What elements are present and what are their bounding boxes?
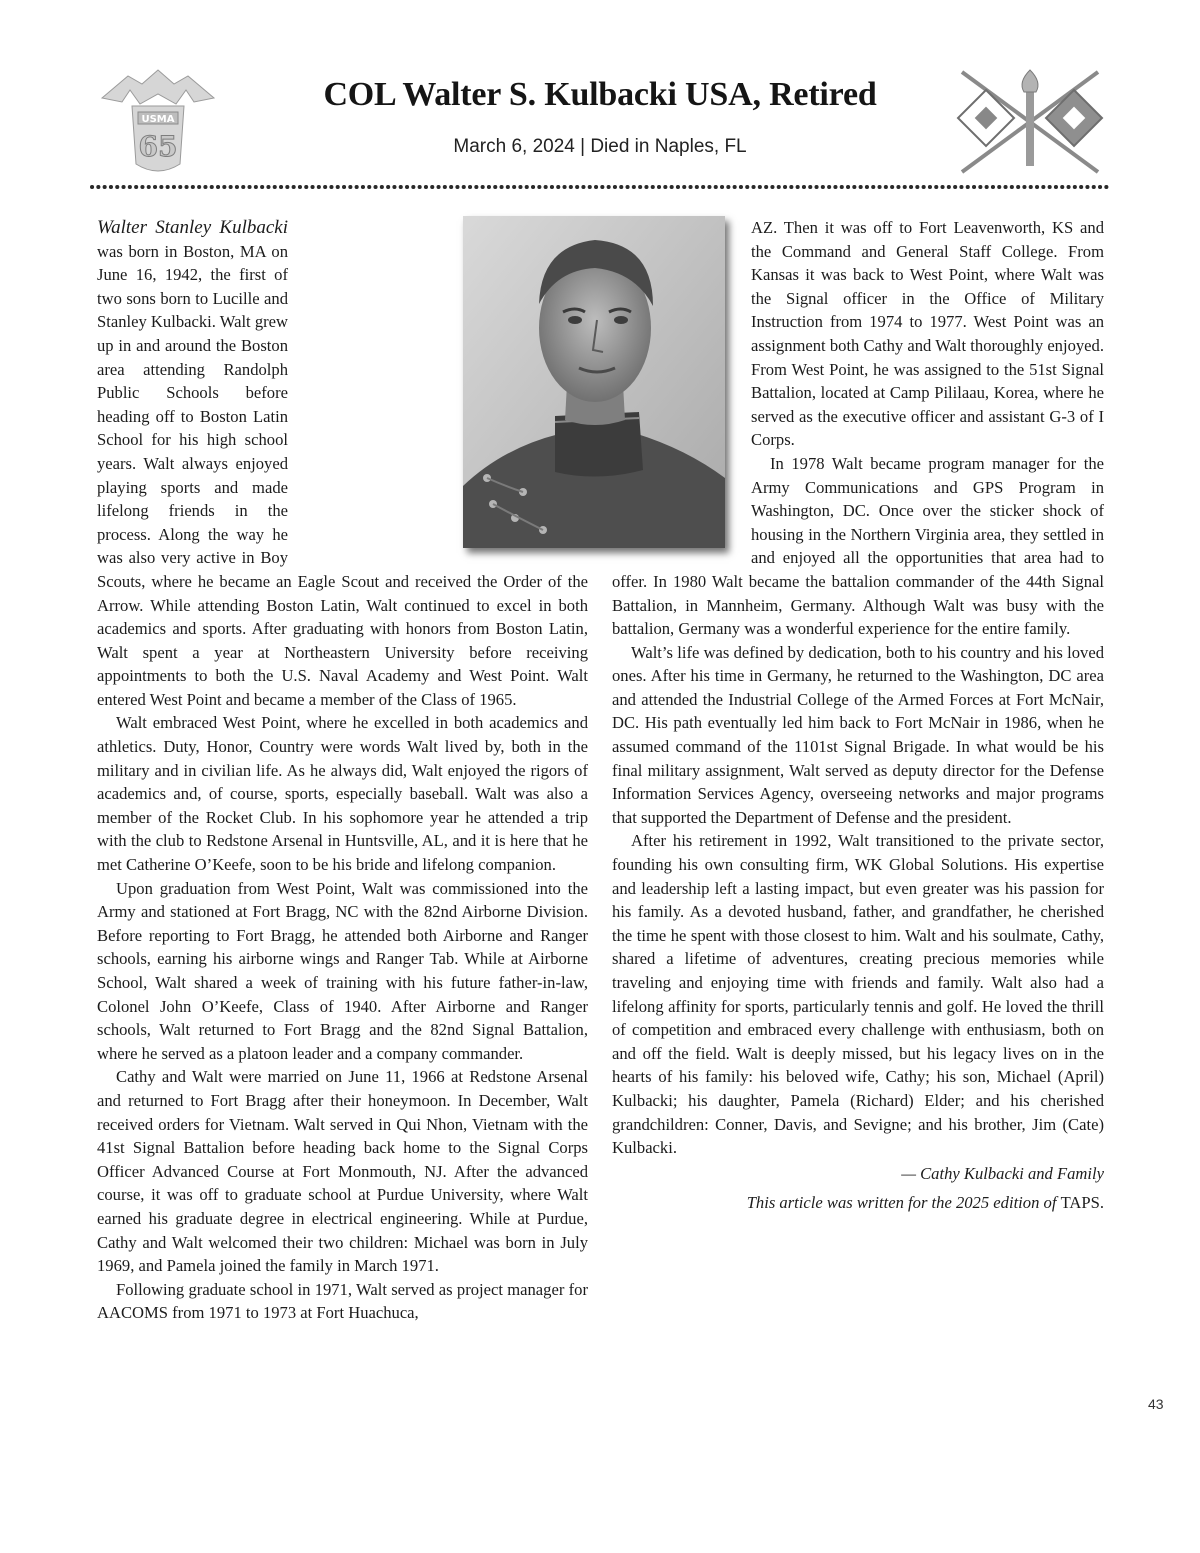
article-left-column: [97, 216, 588, 1325]
article-paragraph: AZ. Then it was off to Fort Leavenworth, KS and the Command and General Staff College. From Kansas it was back to West Point, where Walt was the Signal officer in the Office of Military Instruction from 1974 to 1977. West Point was an assignment both Cathy and Walt thoroughly enjoyed. From West Point, he was assigned to the 51st Signal Battalion, located at Camp Pililaau, Korea, where he served as the executive officer and assistant G-3 of I Corps.: [751, 218, 1104, 450]
publication-name: TAPS.: [1060, 1193, 1104, 1213]
crest-year-text: 65: [138, 130, 178, 163]
obituary-title: COL Walter S. Kulbacki USA, Retired: [323, 76, 877, 113]
author-signature: — Cathy Kulbacki and Family: [901, 1163, 1104, 1183]
dotted-divider: [90, 183, 1112, 191]
article-paragraph: After his retirement in 1992, Walt transitioned to the private sector, founding his own consulting firm, WK Global Solutions. His expertise and leadership left a lasting impact, but even greater was his passion for his family. As a devoted husband, father, and grandfather, he cherished the time he spent with those closest to him. Walt and his soulmate, Cathy, shared a lifetime of adventures, creating precious memories while traveling and enjoying time with friends and family. Walt also had a lifelong affinity for sports, particularly tennis and golf. He loved the thrill of competition and embraced every challenge with enthusiasm, both on and off the field. Walt is deeply missed, but his legacy lives on in the hearts of his family: his beloved wife, Cathy; his son, Michael (April) Kulbacki; his daughter, Pamela (Richard) Elder; and his cherished grandchildren: Conner, Davis, and Sevigne; and his brother, Jim (Cate) Kulbacki.: [612, 831, 1104, 1158]
photo-float-spacer: [612, 216, 751, 554]
article-right-column: [612, 216, 1104, 1215]
publication-note-text: This article was written for the 2025 edition of: [746, 1193, 1061, 1213]
article-paragraph: Walt embraced West Point, where he excelled in both academics and athletics. Duty, Honor, Country were words Walt lived by, both in the military and in civilian life. As he always did, Walt enjoyed the rigors of academics and, of course, sports, especially baseball. Walt was also a member of the Rocket Club. In his sophomore year he attended a trip with the club to Redstone Arsenal in Huntsville, AL, and it is here that he met Catherine O’Keefe, soon to be his bride and lifelong companion.: [97, 713, 588, 875]
lead-name: Walter Stanley Kulbacki: [97, 217, 288, 238]
page-number: 43: [1148, 1396, 1164, 1412]
article-paragraph: In 1978 Walt became program manager for the Army Communications and GPS Program in Washington, DC. Once over the sticker shock of housing in the Northern Virginia area, they settled in and enjoyed all the opportunities that area had to offer. In 1980 Walt became the battalion commander of the 44th Signal Battalion, in Mannheim, Germany. Although Walt was busy with the battalion, Germany was a wonderful experience for the entire family.: [612, 453, 1104, 639]
crest-usma-text: USMA: [141, 114, 175, 125]
article-paragraph: Following graduate school in 1971, Walt served as project manager for AACOMS from 1971 to 1973 at Fort Huachuca,: [97, 1279, 588, 1323]
publication-note: [612, 1191, 1104, 1215]
death-date-location: March 6, 2024 | Died in Naples, FL: [453, 136, 747, 157]
photo-float-spacer: [302, 216, 588, 554]
paragraph-text: was born in Boston, MA on June 16, 1942, the first of two sons born to Lucille and Stanley Kulbacki. Walt grew up in and around the Boston area attending Randolph Public Schools before heading off to Boston Latin School for his high school years. Walt always enjoyed playing sports and made lifelong friends in the process. Along the way he was also very active in Boy Scouts, where he became an Eagle Scout and received the Order of the Arrow. While attending Boston Latin, Walt continued to excel in both academics and sports. After graduating with honors from Boston Latin, Walt spent a year at Northeastern University before receiving appointments to both the U.S. Naval Academy and West Point. Walt entered West Point and became a member of the Class of 1965.: [97, 241, 588, 709]
article-paragraph: Upon graduation from West Point, Walt was commissioned into the Army and stationed at Fort Bragg, NC with the 82nd Airborne Division. Before reporting to Fort Bragg, he attended both Airborne and Ranger schools, earning his airborne wings and Ranger Tab. While at Airborne School, Walt shared a week of training with his future father-in-law, Colonel John O’Keefe, Class of 1940. After Airborne and Ranger schools, Walt returned to Fort Bragg and the 82nd Signal Battalion, where he served as a platoon leader and a company commander.: [97, 878, 588, 1063]
article-paragraph: Cathy and Walt were married on June 11, 1966 at Redstone Arsenal and returned to Fort Bragg after their honeymoon. In December, Walt received orders for Vietnam. Walt served in Qui Nhon, Vietnam with the 41st Signal Battalion before heading back home to the Signal Corps Officer Advanced Course at Fort Monmouth, NJ. After the advanced course, it was off to graduate school at Purdue University, where Walt earned his graduate degree in electrical engineering. While at Purdue, Cathy and Walt welcomed their two children: Michael was born in July 1969, and Pamela joined the family in March 1971.: [97, 1067, 588, 1276]
article-paragraph: Walt’s life was defined by dedication, both to his country and his loved ones. After his time in Germany, he returned to the Washington, DC area and attended the Industrial College of the Armed Forces at Fort McNair, DC. His path eventually led him back to Fort McNair in 1986, when he assumed command of the 1101st Signal Brigade. In what would be his final military assignment, Walt served as deputy director for the Defense Information Services Agency, overseeing networks and major programs that supported the Department of Defense and the president.: [612, 642, 1104, 827]
